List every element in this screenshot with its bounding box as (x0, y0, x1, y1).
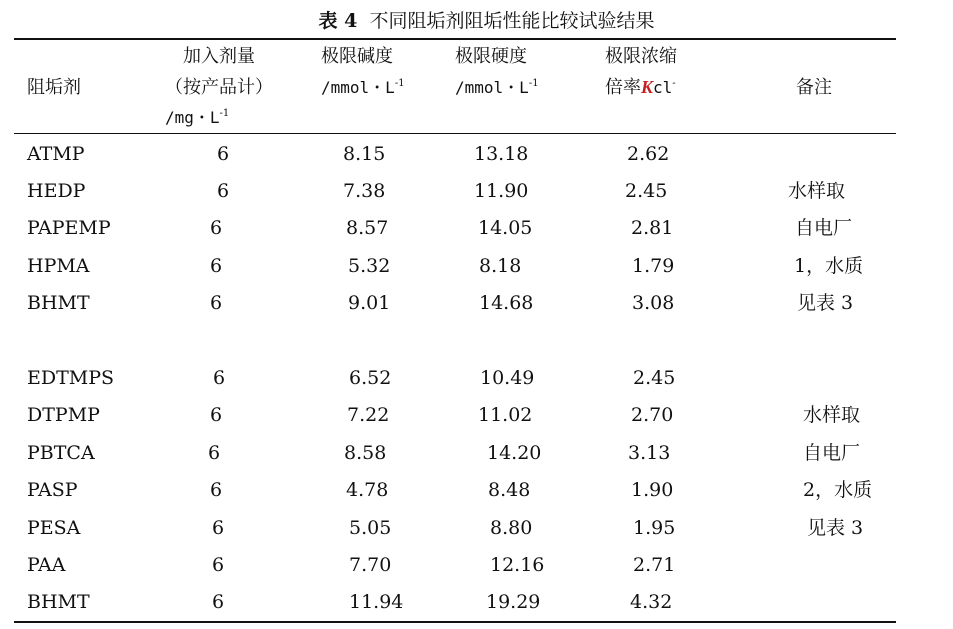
table-row (0, 584, 953, 621)
header-alkalinity (321, 41, 405, 103)
note-cell: 见表 3 (807, 517, 864, 539)
hardness-cell: 13.18 (474, 143, 529, 165)
note-cell: 水样取 (803, 404, 861, 426)
alkalinity-cell: 7.70 (349, 554, 392, 576)
table-title-text: 不同阻垢剂阻垢性能比较试验结果 (369, 10, 655, 32)
header-concentration-line2: 倍率Kcl- (605, 77, 676, 98)
hardness-cell: 19.29 (486, 591, 541, 613)
header-agent: 阻垢剂 (27, 77, 81, 98)
alkalinity-cell: 5.32 (348, 255, 391, 277)
note-cell: 水样取 (788, 180, 846, 202)
concentration-cell: 1.79 (632, 255, 675, 277)
hardness-cell: 8.48 (488, 479, 531, 501)
alkalinity-cell: 7.38 (343, 180, 386, 202)
header-hardness (455, 41, 539, 103)
table-row (0, 472, 953, 509)
concentration-cell: 2.45 (633, 367, 676, 389)
dose-cell: 6 (212, 517, 225, 539)
hardness-cell: 8.80 (490, 517, 533, 539)
concentration-cell: 2.71 (633, 554, 676, 576)
table-number: 表 4 (318, 10, 358, 32)
concentration-cell: 1.90 (631, 479, 674, 501)
note-cell: 见表 3 (797, 292, 854, 314)
concentration-cell: 2.70 (631, 404, 674, 426)
hardness-cell: 12.16 (490, 554, 545, 576)
dose-cell: 6 (210, 217, 223, 239)
agent-cell: PESA (27, 517, 81, 539)
dose-cell: 6 (210, 255, 223, 277)
alkalinity-cell: 6.52 (349, 367, 392, 389)
header-dose-line1: 加入剂量 (183, 46, 255, 67)
alkalinity-cell: 8.58 (344, 442, 387, 464)
agent-cell: DTPMP (27, 404, 100, 426)
concentration-cell: 3.13 (628, 442, 671, 464)
table-row (0, 360, 953, 397)
k-symbol: K (641, 77, 654, 97)
alkalinity-cell: 4.78 (346, 479, 389, 501)
alkalinity-cell: 8.57 (346, 217, 389, 239)
header-note: 备注 (796, 77, 832, 98)
note-cell: 2，水质 (803, 479, 873, 501)
dose-cell: 6 (212, 554, 225, 576)
alkalinity-cell: 5.05 (349, 517, 392, 539)
header-concentration-line1: 极限浓缩 (605, 46, 677, 67)
dose-cell: 6 (212, 591, 225, 613)
hardness-cell: 14.68 (479, 292, 534, 314)
note-cell: 1，水质 (794, 255, 864, 277)
concentration-cell: 4.32 (630, 591, 673, 613)
agent-cell: HPMA (27, 255, 90, 277)
top-rule (14, 38, 896, 40)
dose-cell: 6 (217, 180, 230, 202)
dose-cell: 6 (210, 292, 223, 314)
table-row (0, 173, 953, 210)
alkalinity-cell: 9.01 (348, 292, 391, 314)
concentration-cell: 2.81 (631, 217, 674, 239)
dose-cell: 6 (208, 442, 221, 464)
header-hardness-unit: /mmol・$L^{-1}$ (455, 78, 539, 97)
header-dose (165, 41, 290, 133)
agent-cell: HEDP (27, 180, 86, 202)
table-title (0, 8, 953, 34)
agent-cell: ATMP (27, 143, 85, 165)
alkalinity-cell: 8.15 (343, 143, 386, 165)
hardness-cell: 14.20 (487, 442, 542, 464)
hardness-cell: 14.05 (478, 217, 533, 239)
header-hardness-line1: 极限硬度 (455, 46, 527, 67)
alkalinity-cell: 7.22 (347, 404, 390, 426)
header-dose-line2: （按产品计） (165, 77, 273, 98)
bottom-rule (14, 621, 896, 623)
table-row (0, 547, 953, 584)
agent-cell: BHMT (27, 292, 90, 314)
concentration-cell: 1.95 (633, 517, 676, 539)
header-concentration (605, 41, 677, 103)
header-alkalinity-unit: /mmol・$L^{-1}$ (321, 78, 405, 97)
agent-cell: PAA (27, 554, 66, 576)
hardness-cell: 11.90 (474, 180, 529, 202)
table-row (0, 435, 953, 472)
table-row (0, 136, 953, 173)
dose-cell: 6 (213, 367, 226, 389)
header-rule (14, 133, 896, 134)
hardness-cell: 8.18 (479, 255, 522, 277)
dose-cell: 6 (210, 479, 223, 501)
table-row (0, 397, 953, 434)
concentration-cell: 2.62 (627, 143, 670, 165)
agent-cell: PAPEMP (27, 217, 111, 239)
table-row (0, 248, 953, 285)
dose-cell: 6 (210, 404, 223, 426)
agent-cell: EDTMPS (27, 367, 115, 389)
concentration-cell: 2.45 (625, 180, 668, 202)
agent-cell: BHMT (27, 591, 90, 613)
agent-cell: PASP (27, 479, 78, 501)
table-row (0, 210, 953, 247)
table-row (0, 510, 953, 547)
header-dose-unit: /mg・$L^{-1}$ (165, 108, 230, 127)
agent-cell: PBTCA (27, 442, 95, 464)
note-cell: 自电厂 (803, 442, 861, 464)
hardness-cell: 11.02 (478, 404, 533, 426)
note-cell: 自电厂 (795, 217, 853, 239)
hardness-cell: 10.49 (480, 367, 535, 389)
concentration-cell: 3.08 (632, 292, 675, 314)
dose-cell: 6 (217, 143, 230, 165)
header-alkalinity-line1: 极限碱度 (321, 46, 393, 67)
table-row (0, 285, 953, 322)
alkalinity-cell: 11.94 (349, 591, 404, 613)
